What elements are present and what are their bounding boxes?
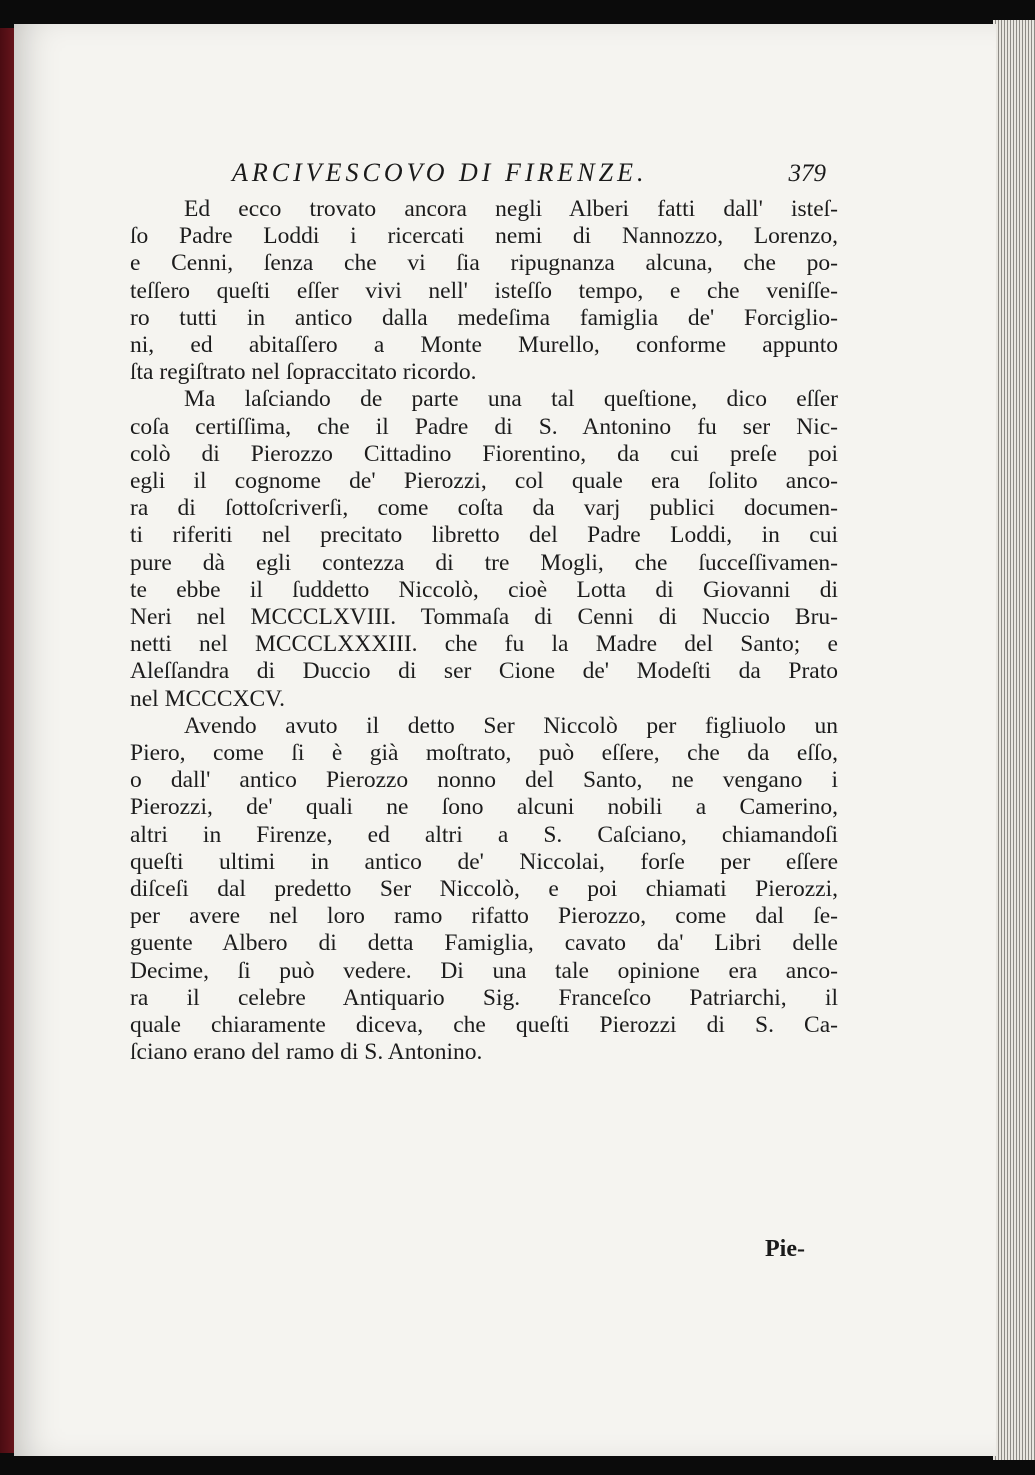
text-line: colò di Pierozzo Cittadino Fiorentino, da cui preſe poi (130, 440, 838, 467)
text-line: quale chiaramente diceva, che queſti Pierozzi di S. Ca- (130, 1012, 838, 1039)
text-line: per avere nel loro ramo rifatto Pierozzo, come dal ſe- (130, 903, 838, 930)
text-line: te ebbe il ſuddetto Niccolò, cioè Lotta di Giovanni di (130, 576, 838, 603)
text-line: ſciano erano del ramo di S. Antonino. (130, 1039, 483, 1066)
text-line: ni, ed abitaſſero a Monte Murello, conforme appunto (130, 332, 838, 359)
text-line: Avendo avuto il detto Ser Niccolò per figliuolo un (184, 712, 838, 739)
paragraph-1 (130, 196, 838, 386)
body-text (130, 196, 838, 1067)
text-line: Neri nel MCCCLXVIII. Tommaſa di Cenni di Nuccio Bru- (130, 604, 838, 631)
text-line: egli il cognome de' Pierozzi, col quale era ſolito anco- (130, 468, 838, 495)
paragraph-3 (130, 713, 838, 1067)
text-line: ſta regiſtrato nel ſopraccitato ricordo. (130, 359, 477, 386)
text-line: altri in Firenze, ed altri a S. Caſciano, chiamandoſi (130, 821, 838, 848)
text-line: Ed ecco trovato ancora negli Alberi fatti dall' isteſ- (184, 196, 838, 222)
text-line: coſa certiſſima, che il Padre di S. Antonino fu ser Nic- (130, 413, 838, 440)
running-title: ARCIVESCOVO DI FIRENZE. (232, 158, 648, 187)
text-line: Aleſſandra di Duccio di ser Cione de' Modeſti da Prato (130, 658, 838, 685)
text-line: Pierozzi, de' quali ne ſono alcuni nobili a Camerino, (130, 794, 838, 821)
text-line: netti nel MCCCLXXXIII. che fu la Madre del Santo; e (130, 631, 838, 658)
text-line: diſceſi dal predetto Ser Niccolò, e poi chiamati Pierozzi, (130, 876, 838, 903)
page-header (232, 158, 826, 188)
text-line: ra di ſottoſcriverſi, come coſta da varj publici documen- (130, 495, 838, 522)
page-number: 379 (788, 160, 826, 187)
text-line: ſo Padre Loddi i ricercati nemi di Nannozzo, Lorenzo, (130, 223, 838, 250)
text-line: ro tutti in antico dalla medeſima famiglia de' Forciglio- (130, 304, 838, 331)
text-line: ti riferiti nel precitato libretto del Padre Loddi, in cui (130, 522, 838, 549)
text-line: guente Albero di detta Famiglia, cavato da' Libri delle (130, 930, 838, 957)
text-line: Decime, ſi può vedere. Di una tale opinione era anco- (130, 957, 838, 984)
text-line: e Cenni, ſenza che vi ſia ripugnanza alcuna, che po- (130, 250, 838, 277)
catchword: Pie- (765, 1236, 805, 1262)
text-line: Piero, come ſi è già moſtrato, può eſſere, che da eſſo, (130, 740, 838, 767)
text-line: queſti ultimi in antico de' Niccolai, forſe per eſſere (130, 848, 838, 875)
page-edges-stack (993, 20, 1035, 1460)
text-line: teſſero queſti eſſer vivi nell' isteſſo tempo, e che veniſſe- (130, 277, 838, 304)
paragraph-2 (130, 386, 838, 712)
text-line: nel MCCCXCV. (130, 685, 285, 712)
text-line: o dall' antico Pierozzo nonno del Santo, ne vengano i (130, 767, 838, 794)
text-line: ra il celebre Antiquario Sig. Franceſco Patriarchi, il (130, 984, 838, 1011)
text-line: pure dà egli contezza di tre Mogli, che ſucceſſivamen- (130, 549, 838, 576)
text-line: Ma laſciando de parte una tal queſtione, dico eſſer (184, 386, 838, 413)
